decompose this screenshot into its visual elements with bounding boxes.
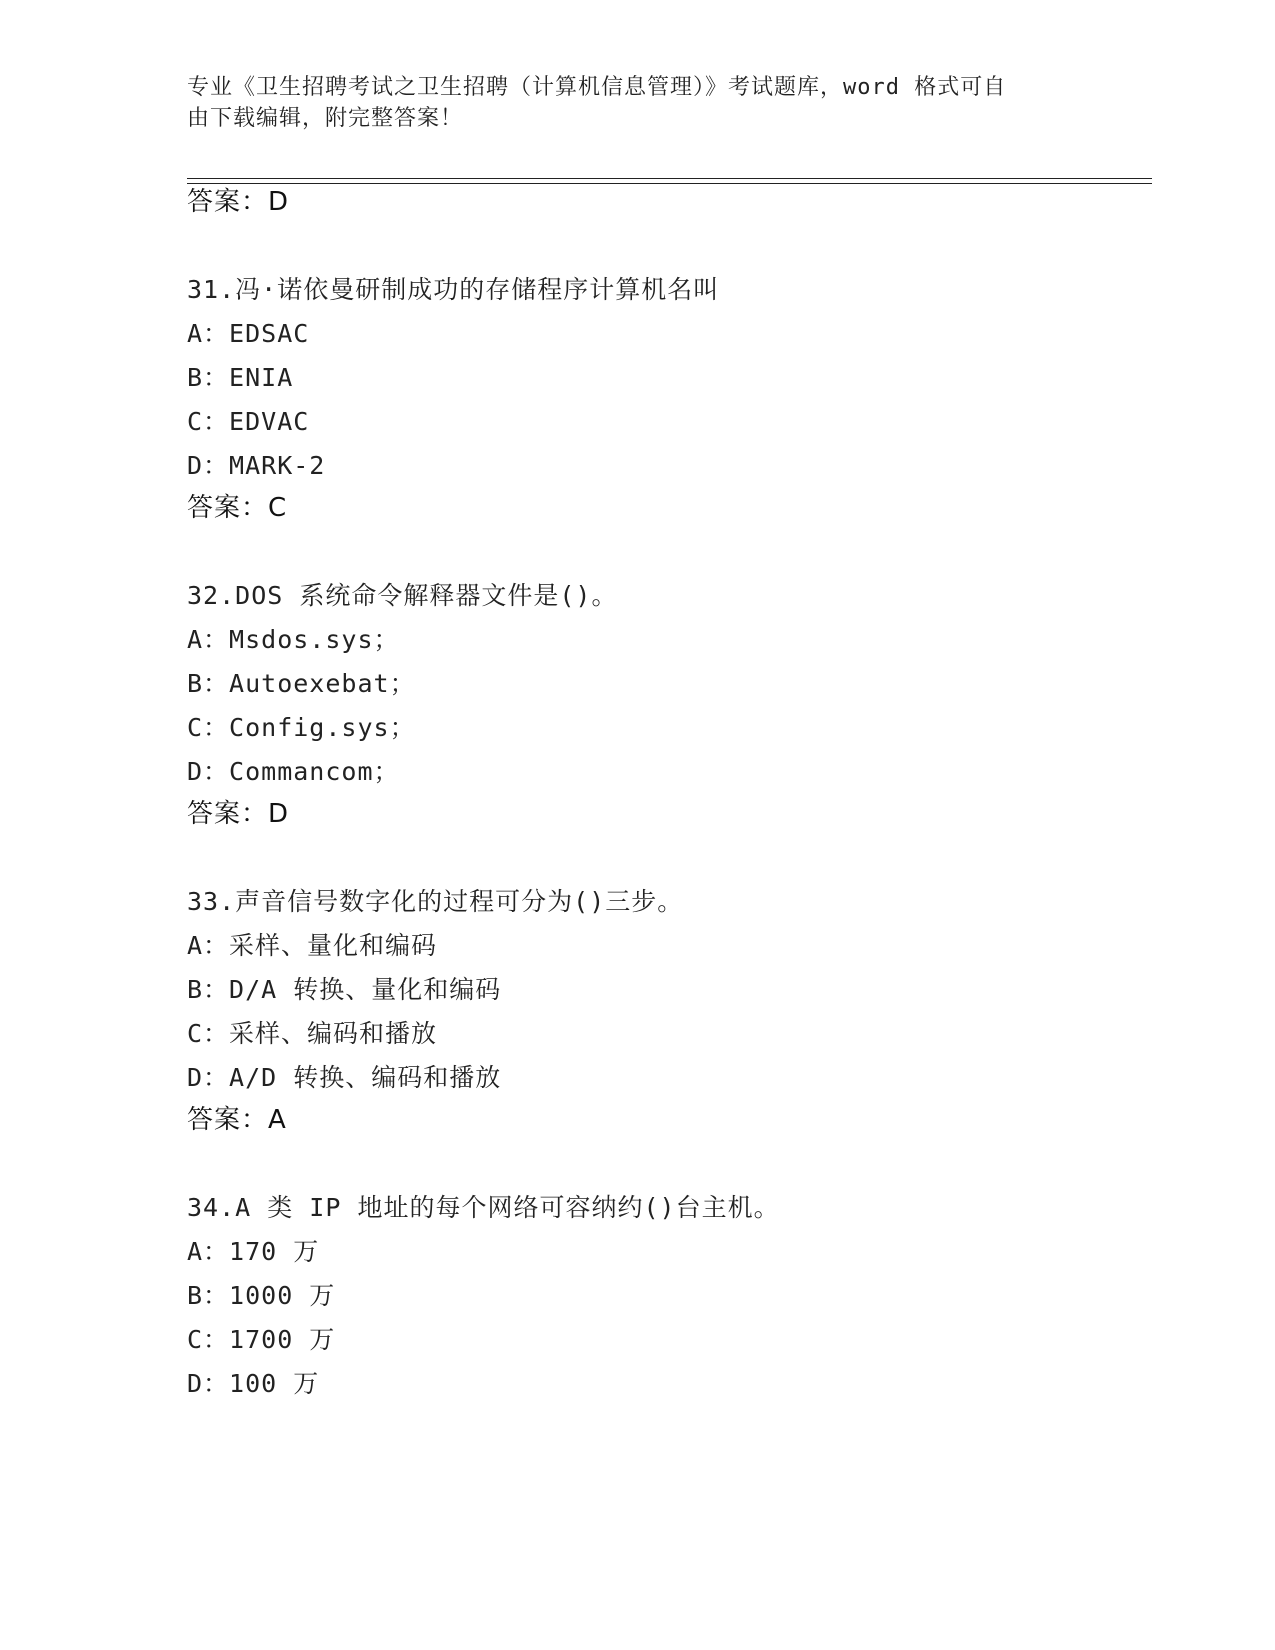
document-header bbox=[187, 72, 1067, 134]
question-33-option-d: D：A/D 转换、编码和播放 bbox=[187, 1063, 502, 1092]
question-31-option-d: D：MARK-2 bbox=[187, 451, 326, 480]
question-34-option-d: D：100 万 bbox=[187, 1369, 320, 1398]
question-31-option-b: B：ENIA bbox=[187, 363, 294, 392]
question-32-option-d: D：Commancom； bbox=[187, 757, 400, 786]
question-31-option-a: A：EDSAC bbox=[187, 319, 310, 348]
header-line-2: 由下载编辑，附完整答案！ bbox=[187, 106, 464, 131]
question-31-stem: 31.冯·诺依曼研制成功的存储程序计算机名叫 bbox=[187, 275, 720, 304]
question-33-stem: 33.声音信号数字化的过程可分为()三步。 bbox=[187, 887, 684, 916]
question-31-option-c: C：EDVAC bbox=[187, 407, 310, 436]
header-divider-top bbox=[187, 178, 1152, 179]
answer-31: 答案：C bbox=[187, 493, 288, 523]
question-33-option-a: A：采样、量化和编码 bbox=[187, 931, 438, 960]
question-34-option-b: B：1000 万 bbox=[187, 1281, 336, 1310]
question-34-option-a: A：170 万 bbox=[187, 1237, 320, 1266]
question-33-option-b: B：D/A 转换、量化和编码 bbox=[187, 975, 502, 1004]
header-divider-bottom bbox=[187, 183, 1152, 184]
answer-33: 答案：A bbox=[187, 1105, 287, 1135]
question-34-option-c: C：1700 万 bbox=[187, 1325, 336, 1354]
question-32-option-c: C：Config.sys； bbox=[187, 713, 416, 742]
question-33-option-c: C：采样、编码和播放 bbox=[187, 1019, 438, 1048]
header-line-1: 专业《卫生招聘考试之卫生招聘（计算机信息管理）》考试题库，word 格式可自 bbox=[187, 75, 1007, 100]
question-34-stem: 34.A 类 IP 地址的每个网络可容纳约()台主机。 bbox=[187, 1193, 780, 1222]
question-32-stem: 32.DOS 系统命令解释器文件是()。 bbox=[187, 581, 618, 610]
question-32-option-b: B：Autoexebat； bbox=[187, 669, 416, 698]
answer-30: 答案：D bbox=[187, 187, 290, 217]
question-32-option-a: A：Msdos.sys； bbox=[187, 625, 400, 654]
answer-32: 答案：D bbox=[187, 799, 290, 829]
